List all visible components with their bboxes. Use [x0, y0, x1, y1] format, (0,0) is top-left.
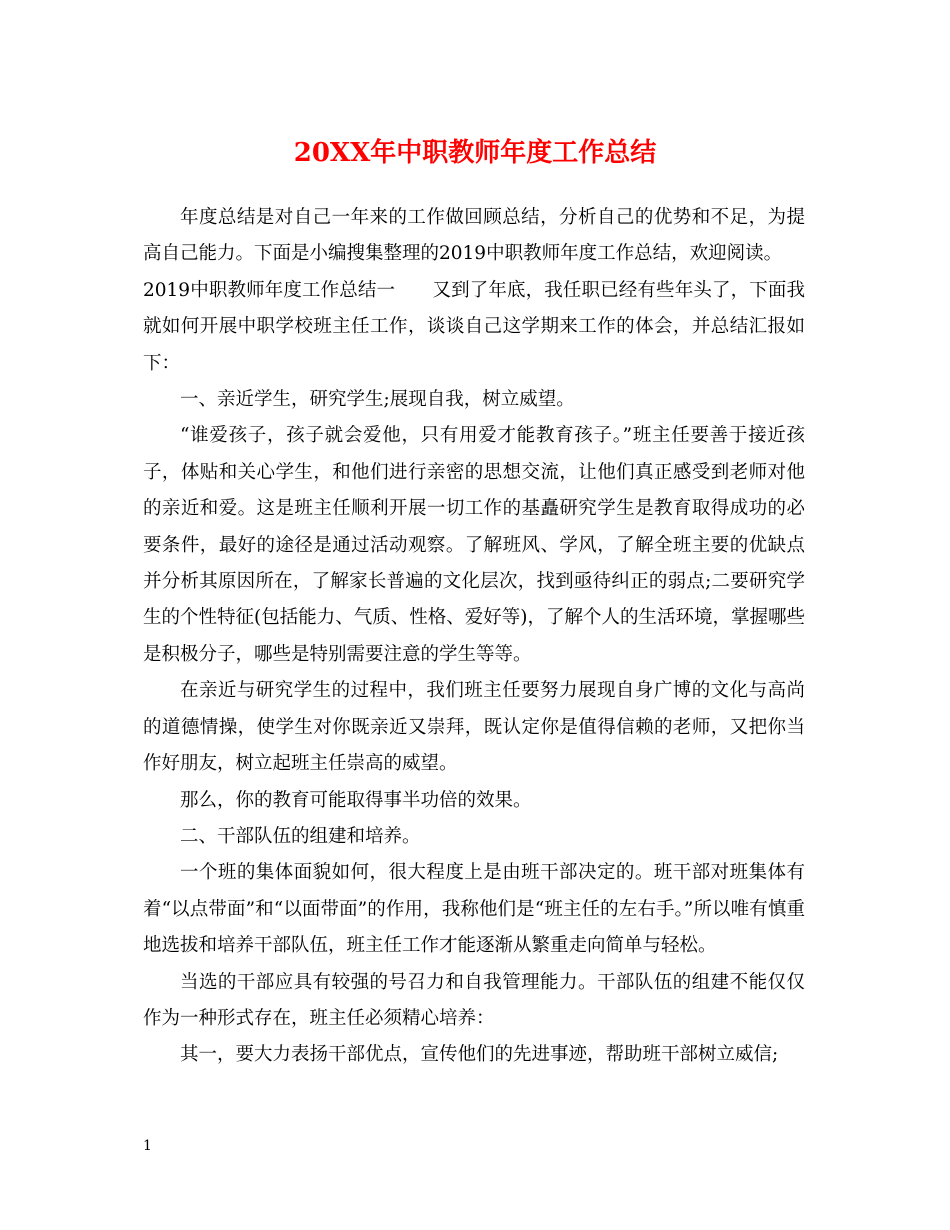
paragraph-love-children: “谁爱孩子，孩子就会爱他，只有用爱才能教育孩子。”班主任要善于接近孩子，体贴和关心学生，和他们进行亲密的思想交流，让他们真正感受到老师对他的亲近和爱。这是班主任顺利开展一切工作的基矗研究学生是教育取得成功的必要条件，最好的途径是通过活动观察。了解班风、学风，了解全班主要的优缺点并分析其原因所在，了解家长普遍的文化层次，找到亟待纠正的弱点;二要研究学生的个性特征(包括能力、气质、性格、爱好等)，了解个人的生活环境，掌握哪些是积极分子，哪些是特别需要注意的学生等等。 — [143, 425, 805, 665]
paragraph-intro: 年度总结是对自己一年来的工作做回顾总结，分析自己的优势和不足，为提高自己能力。下面是小编搜集整理的2019中职教师年度工作总结，欢迎阅读。 — [143, 207, 805, 265]
document-body — [143, 200, 805, 1074]
section-heading-one: 一、亲近学生，研究学生;展现自我，树立威望。 — [180, 389, 575, 411]
paragraph-effect: 那么，你的教育可能取得事半功倍的效果。 — [180, 789, 532, 811]
paragraph-class-cadres: 一个班的集体面貌如何，很大程度上是由班干部决定的。班干部对班集体有着“以点带面”和“以面带面”的作用，我称他们是“班主任的左右手。”所以唯有慎重地选拔和培养干部队伍，班主任工作才能逐渐从繁重走向简单与轻松。 — [143, 862, 805, 957]
paragraph-first-point: 其一，要大力表扬干部优点，宣传他们的先进事迹，帮助班干部树立威信; — [180, 1044, 779, 1066]
paragraph-summary-one-heading: 2019中职教师年度工作总结一 又到了年底，我任职已经有些年头了，下面我就如何开展中职学校班主任工作，谈谈自己这学期来工作的体会，并总结汇报如下： — [143, 279, 805, 374]
paragraph-cadre-ability: 当选的干部应具有较强的号召力和自我管理能力。干部队伍的组建不能仅仅作为一种形式存在，班主任必须精心培养： — [143, 971, 805, 1029]
paragraph-prestige: 在亲近与研究学生的过程中，我们班主任要努力展现自身广博的文化与高尚的道德情操，使学生对你既亲近又崇拜，既认定你是值得信赖的老师，又把你当作好朋友，树立起班主任崇高的威望。 — [143, 680, 805, 775]
document-title: 20XX年中职教师年度工作总结 — [293, 138, 657, 168]
section-heading-two: 二、干部队伍的组建和培养。 — [180, 825, 421, 847]
page-number: 1 — [143, 1138, 152, 1154]
